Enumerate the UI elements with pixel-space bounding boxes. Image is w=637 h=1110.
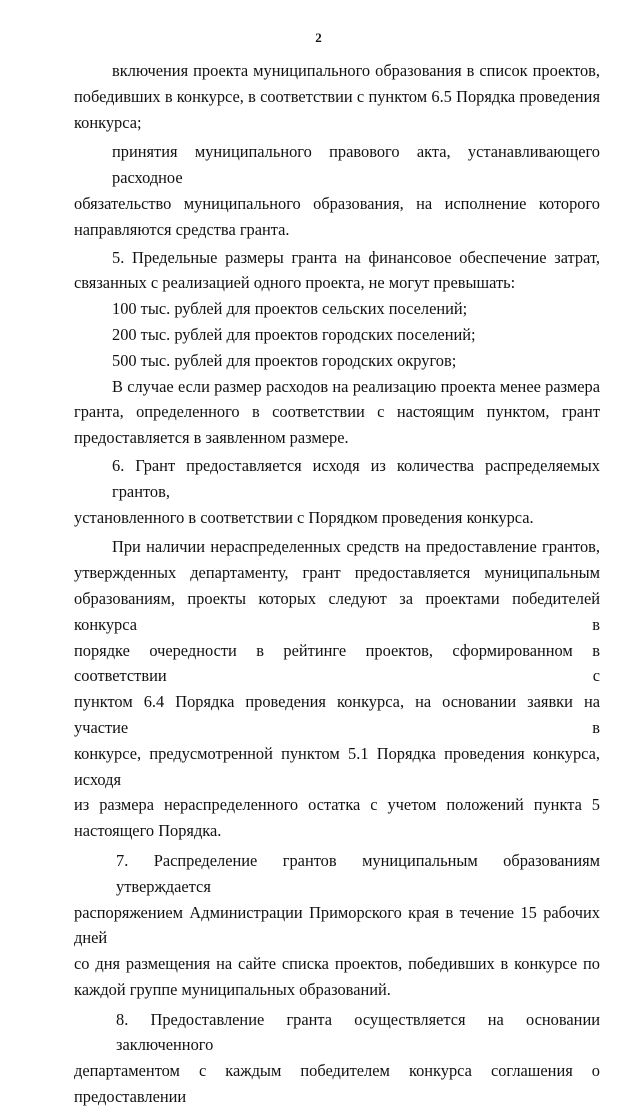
text-line: победивших в конкурсе, в соответствии с пунктом 6.5 Порядка проведения <box>74 86 600 106</box>
text-line: конкурса; <box>74 112 142 132</box>
body-text <box>74 58 600 1110</box>
text-line: При наличии нераспределенных средств на предоставление грантов, <box>112 537 600 557</box>
text-line: настоящего Порядка. <box>74 821 222 841</box>
text-line: 6. Грант предоставляется исходя из количества распределяемых грантов, <box>112 455 600 501</box>
text-line: обязательство муниципального образования, на исполнение которого <box>74 193 600 213</box>
text-line: пунктом 6.4 Порядка проведения конкурса, на основании заявки на участие в <box>74 692 600 737</box>
text-line: направляются средства гранта. <box>74 219 290 239</box>
text-line: включения проекта муниципального образования в список проектов, <box>112 61 600 80</box>
text-line: гранта, определенного в соответствии с настоящим пунктом, грант <box>74 402 600 422</box>
text-line: 7. Распределение грантов муниципальным образованиям утверждается <box>116 850 600 896</box>
text-line: 5. Предельные размеры гранта на финансовое обеспечение затрат, <box>112 247 600 267</box>
text-line: В случае если размер расходов на реализацию проекта менее размера <box>112 376 600 396</box>
text-line: со дня размещения на сайте списка проектов, победивших в конкурсе по <box>74 954 600 974</box>
text-line: 8. Предоставление гранта осуществляется на основании заключенного <box>116 1009 600 1055</box>
text-line: 200 тыс. рублей для проектов городских поселений; <box>112 324 476 344</box>
text-line: из размера нераспределенного остатка с учетом положений пункта 5 <box>74 795 600 815</box>
text-line: 500 тыс. рублей для проектов городских округов; <box>112 350 457 370</box>
text-line: образованиям, проекты которых следуют за проектами победителей конкурса в <box>74 588 600 634</box>
text-line: конкурсе, предусмотренной пунктом 5.1 Порядка проведения конкурса, исходя <box>74 743 600 789</box>
text-line: установленного в соответствии с Порядком проведения конкурса. <box>74 507 534 527</box>
page-number: 2 <box>315 30 322 45</box>
text-line: утвержденных департаменту, грант предоставляется муниципальным <box>74 563 600 583</box>
text-line: распоряжением Администрации Приморского края в течение 15 рабочих дней <box>74 902 600 948</box>
text-line: принятия муниципального правового акта, устанавливающего расходное <box>112 142 600 188</box>
text-line: каждой группе муниципальных образований. <box>74 979 391 999</box>
text-line: связанных с реализацией одного проекта, не могут превышать: <box>74 273 516 293</box>
text-line: департаментом с каждым победителем конкурса соглашения о предоставлении <box>74 1061 600 1107</box>
text-line: порядке очередности в рейтинге проектов, сформированном в соответствии с <box>74 640 600 686</box>
text-line: предоставляется в заявленном размере. <box>74 428 349 448</box>
text-line: 100 тыс. рублей для проектов сельских поселений; <box>112 299 468 319</box>
